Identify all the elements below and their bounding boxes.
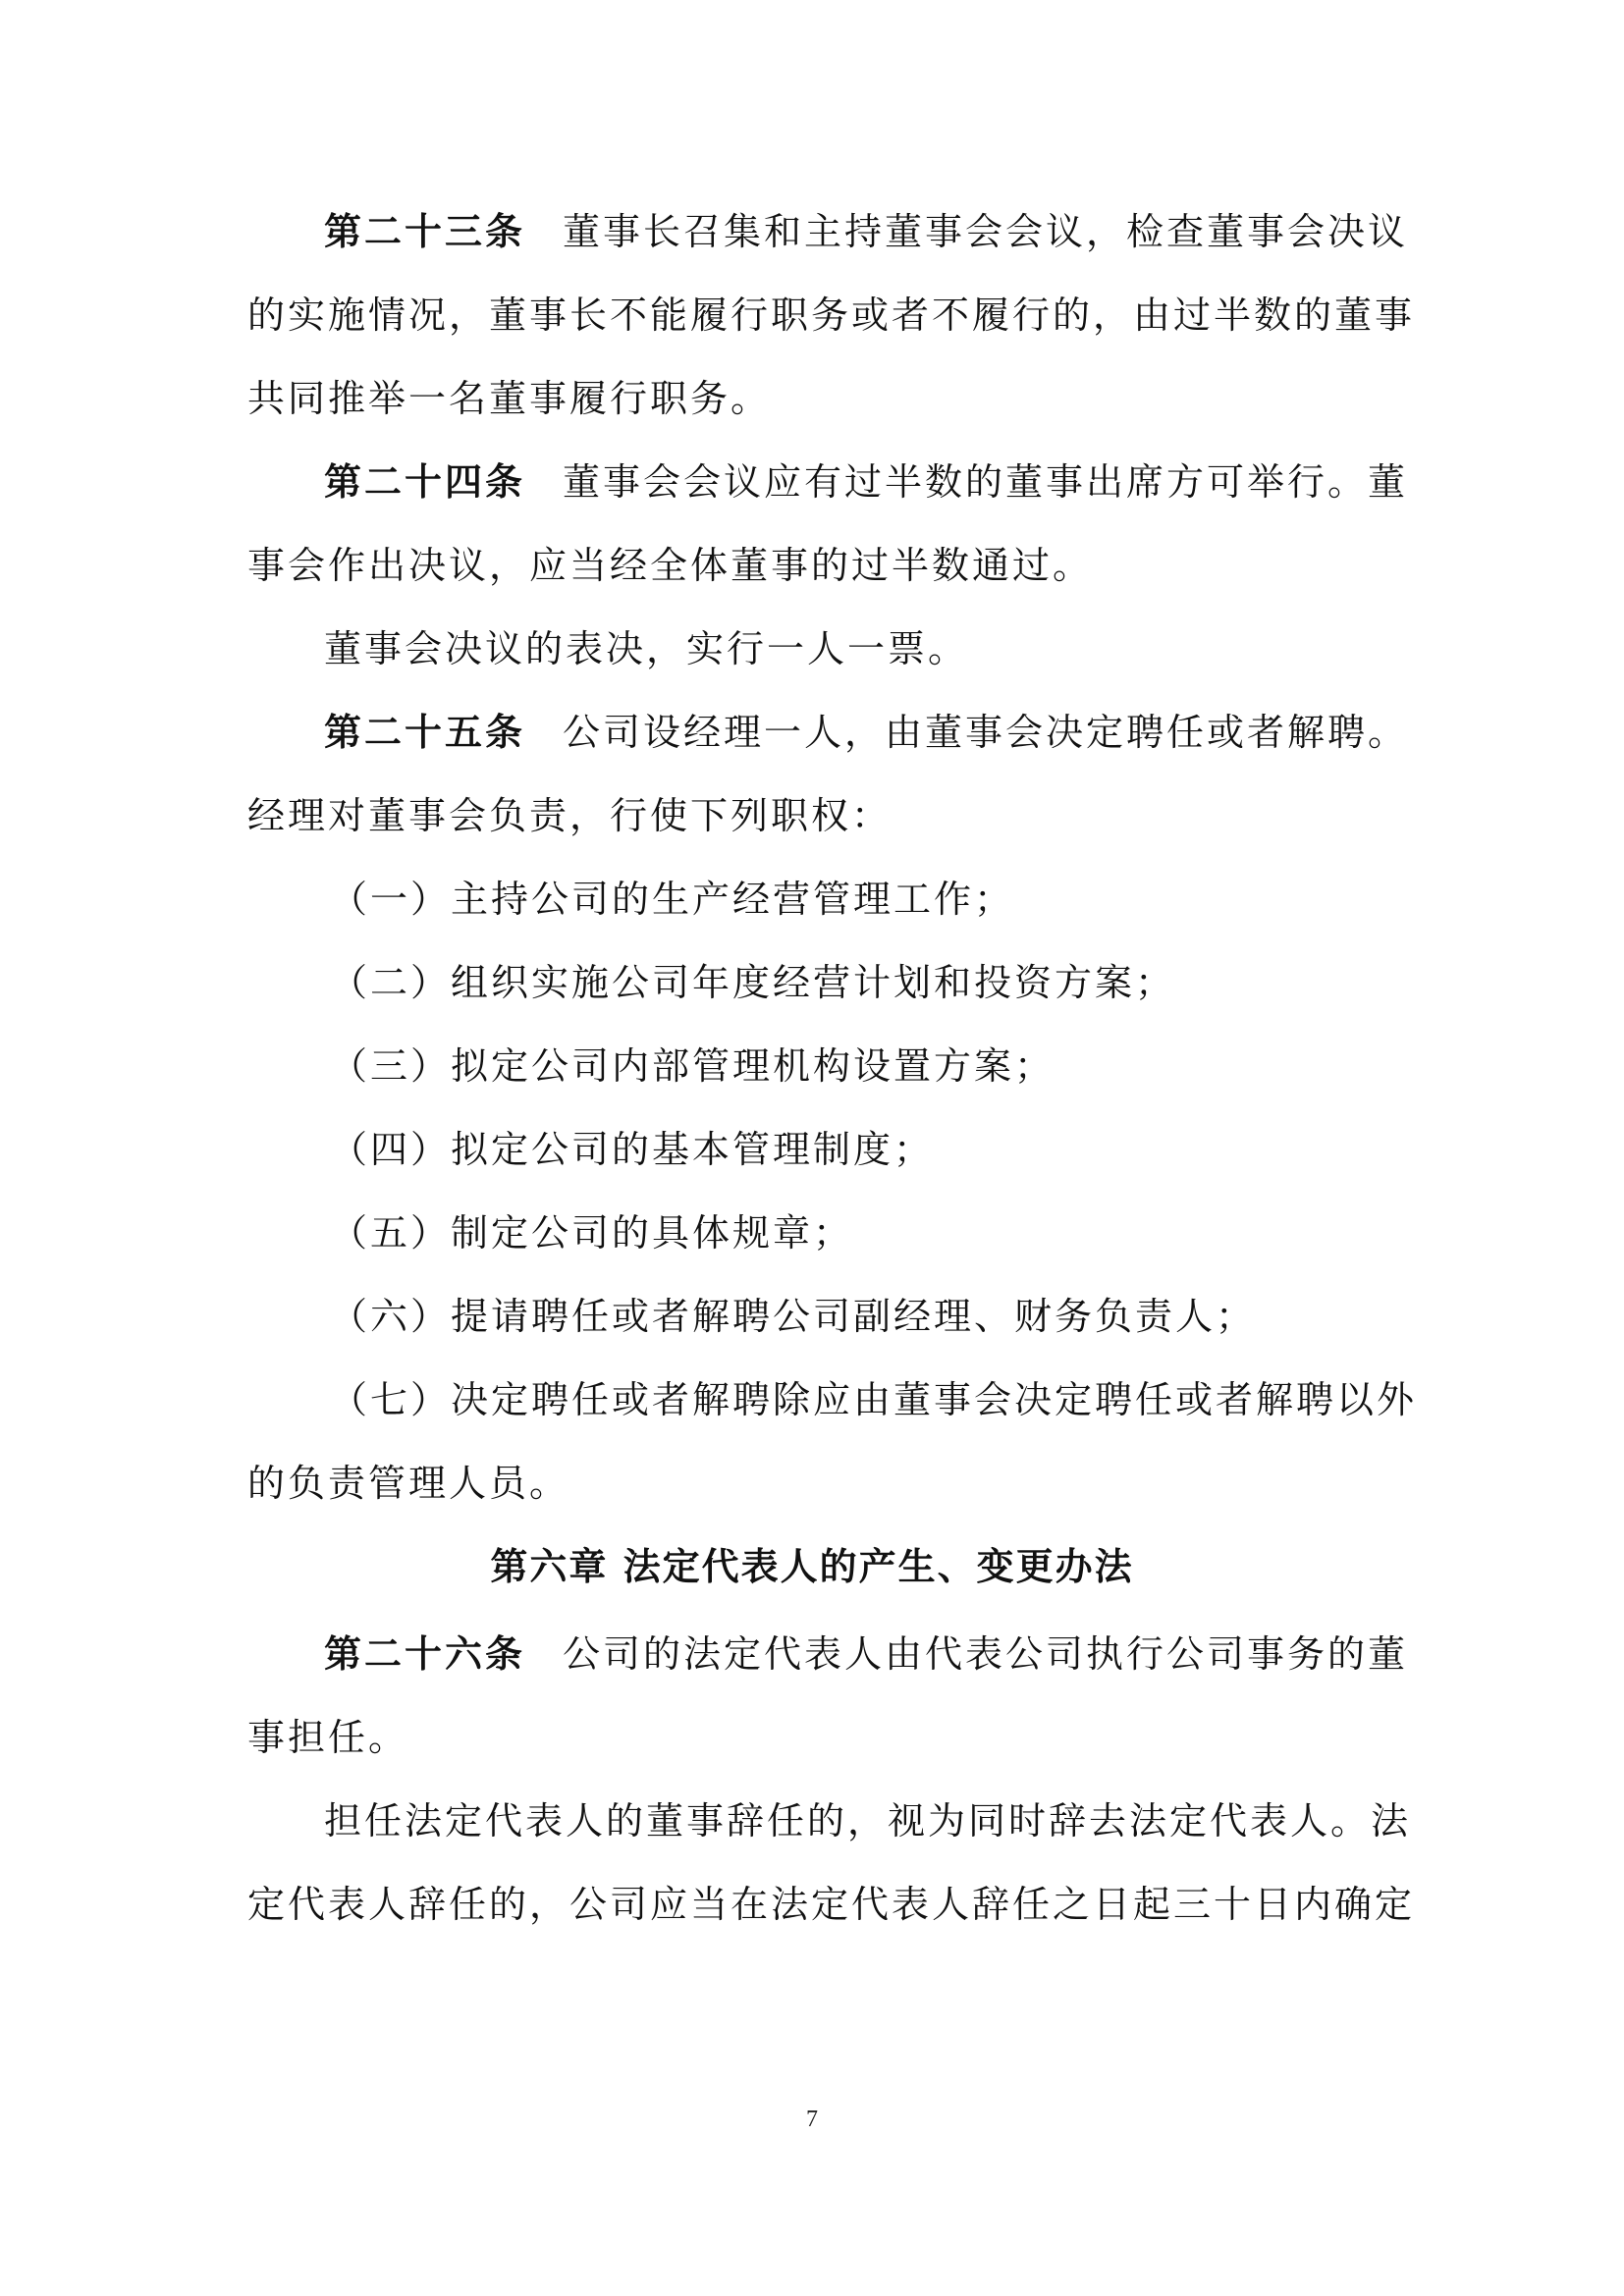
chapter-heading: 第六章 法定代表人的产生、变更办法 bbox=[490, 1544, 1134, 1588]
list-item: （七）决定聘任或者解聘除应由董事会决定聘任或者解聘以外 bbox=[330, 1378, 1418, 1421]
article-26-line-2: 事担任。 bbox=[247, 1716, 409, 1759]
article-24-line-2: 事会作出决议，应当经全体董事的过半数通过。 bbox=[247, 544, 1094, 587]
article-24-line-1 bbox=[324, 460, 1408, 504]
list-item-continuation: 的负责管理人员。 bbox=[247, 1462, 570, 1505]
article-23-line-1 bbox=[324, 210, 1408, 253]
article-26-paragraph-2-line-2: 定代表人辞任的，公司应当在法定代表人辞任之日起三十日内确定 bbox=[247, 1883, 1416, 1926]
article-24-paragraph-2: 董事会决议的表决，实行一人一票。 bbox=[324, 627, 969, 670]
article-24-label: 第二十四条 bbox=[324, 459, 526, 504]
list-item: （六）提请聘任或者解聘公司副经理、财务负责人； bbox=[330, 1295, 1257, 1338]
article-26-label: 第二十六条 bbox=[324, 1631, 526, 1676]
article-25-line-1 bbox=[324, 711, 1408, 754]
article-23-label: 第二十三条 bbox=[324, 209, 526, 253]
article-25-line-2: 经理对董事会负责，行使下列职权： bbox=[247, 794, 893, 837]
list-item: （五）制定公司的具体规章； bbox=[330, 1211, 854, 1255]
article-25-label: 第二十五条 bbox=[324, 710, 526, 754]
page-number: 7 bbox=[806, 2107, 818, 2132]
article-26-line-1 bbox=[324, 1632, 1408, 1676]
article-23-line-3: 共同推举一名董事履行职务。 bbox=[247, 377, 772, 420]
article-23-line-2: 的实施情况，董事长不能履行职务或者不履行的，由过半数的董事 bbox=[247, 294, 1416, 337]
article-24-text-1: 董事会会议应有过半数的董事出席方可举行。董 bbox=[563, 460, 1409, 504]
article-26-paragraph-2-line-1: 担任法定代表人的董事辞任的，视为同时辞去法定代表人。法 bbox=[324, 1799, 1412, 1842]
article-26-text-1: 公司的法定代表人由代表公司执行公司事务的董 bbox=[563, 1632, 1409, 1676]
list-item: （二）组织实施公司年度经营计划和投资方案； bbox=[330, 961, 1176, 1004]
list-item: （三）拟定公司内部管理机构设置方案； bbox=[330, 1044, 1056, 1088]
list-item: （四）拟定公司的基本管理制度； bbox=[330, 1128, 935, 1171]
list-item: （一）主持公司的生产经营管理工作； bbox=[330, 878, 1015, 921]
article-25-text-1: 公司设经理一人，由董事会决定聘任或者解聘。 bbox=[563, 711, 1409, 754]
article-23-text-1: 董事长召集和主持董事会会议，检查董事会决议 bbox=[563, 210, 1409, 253]
